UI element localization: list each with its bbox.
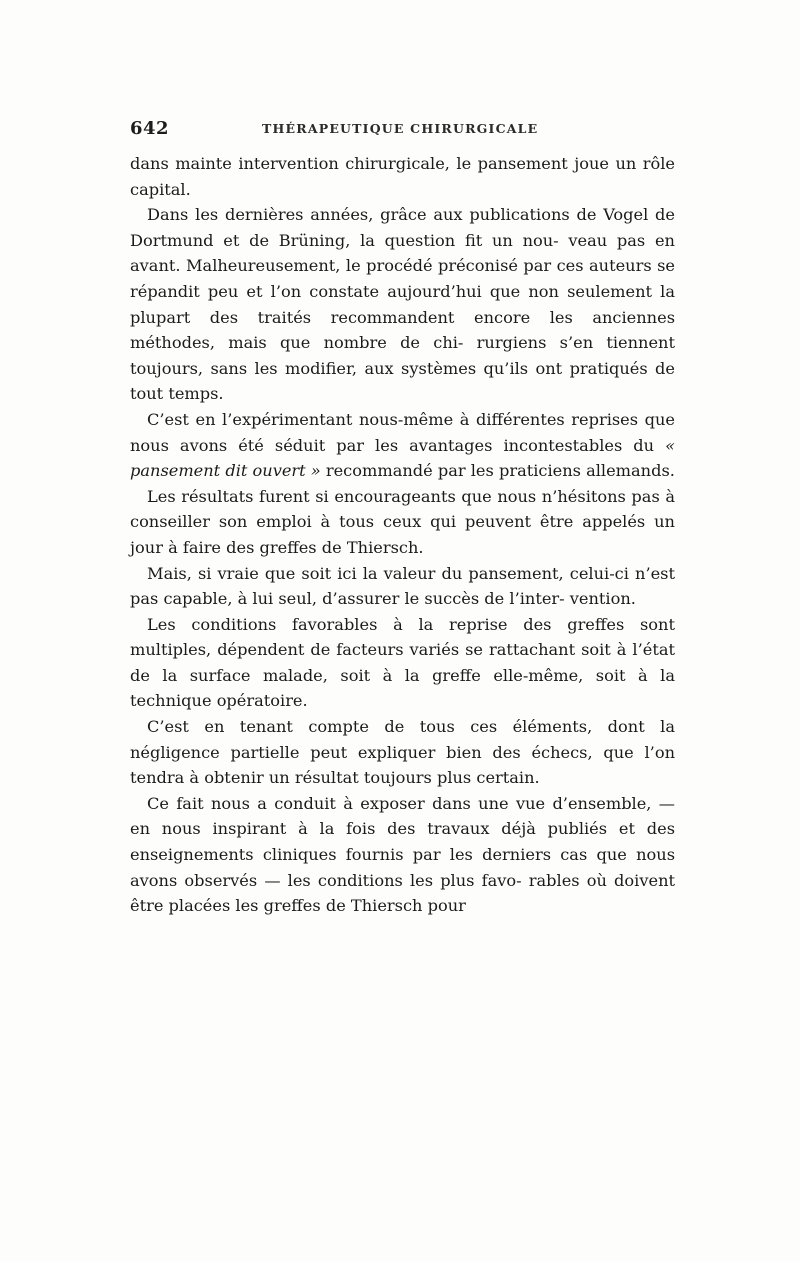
running-title: THÉRAPEUTIQUE CHIRURGICALE bbox=[262, 121, 539, 136]
paragraph: Mais, si vraie que soit ici la valeur du pansement, celui-ci n’est pas capable, à lui seul, d’assurer le succès de l’inter- vention. bbox=[130, 563, 675, 609]
italic-phrase: « pansement dit ouvert » bbox=[130, 435, 675, 481]
body-text bbox=[130, 151, 675, 919]
paragraph: Les résultats furent si encourageants que nous n’hésitons pas à conseiller son emploi à tous ceux qui peuvent être appelés un jour à faire des greffes de Thiersch. bbox=[130, 486, 675, 557]
page-number: 642 bbox=[130, 118, 170, 139]
paragraph-text: C’est en l’expérimentant nous-même à différentes reprises que nous avons été séduit par les avantages incontestables du bbox=[130, 409, 675, 455]
paragraph: C’est en tenant compte de tous ces éléments, dont la négligence partielle peut expliquer bien des échecs, que l’on tendra à obtenir un résultat toujours plus certain. bbox=[130, 717, 675, 788]
paragraph: Les conditions favorables à la reprise des greffes sont multiples, dépendent de facteurs variés se rattachant soit à l’état de la surface malade, soit à la greffe elle-même, soit à la technique opératoire. bbox=[130, 614, 675, 711]
page-header bbox=[130, 118, 675, 144]
paragraph: Dans les dernières années, grâce aux publications de Vogel de Dortmund et de Brüning, la question fit un nou- veau pas en avant. Malheureusement, le procédé préconisé par ces auteurs se répandit peu et l’on constate aujourd’hui que non seulement la plupart des traités recommandent encore les anciennes méthodes, mais que nombre de chi- rurgiens s’en tiennent toujours, sans les modifier, aux systèmes qu’ils ont pratiqués de tout temps. bbox=[130, 205, 675, 404]
paragraph: Ce fait nous a conduit à exposer dans une vue d’ensemble, — en nous inspirant à la fois des travaux déjà publiés et des enseignements cliniques fournis par les derniers cas que nous avons observés — les conditions les plus favo- rables où doivent être placées les greffes de Thiersch pour bbox=[130, 793, 675, 916]
paragraph bbox=[130, 407, 675, 484]
paragraph: dans mainte intervention chirurgicale, le pansement joue un rôle capital. bbox=[130, 154, 675, 199]
paragraph-text: recommandé par les praticiens allemands. bbox=[320, 461, 675, 481]
